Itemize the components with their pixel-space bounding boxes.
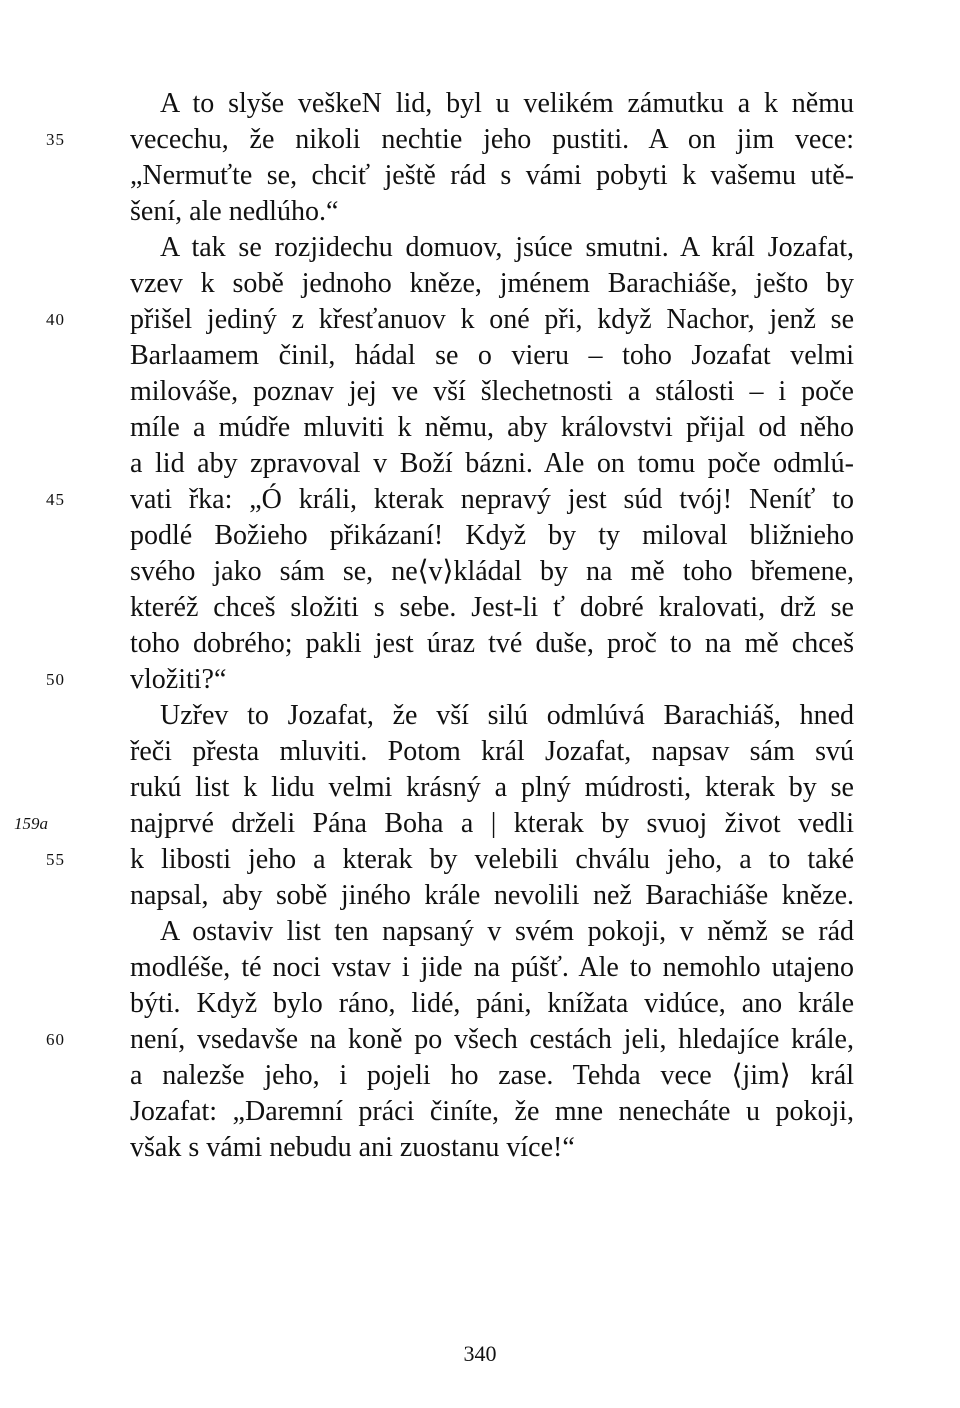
line-number: 45 (46, 490, 65, 509)
text-line: vzev k sobě jednoho kněze, jménem Barachiáše, ješto by (130, 268, 854, 299)
text-line: A tak se rozjidechu domuov, jsúce smutni. A král Jozafat, (160, 232, 854, 263)
line-number: 55 (46, 850, 65, 869)
text-line: podlé Božieho přikázaní! Když by ty miloval bližnieho (130, 520, 854, 551)
text-line: A to slyše veškeN lid, byl u velikém zámutku a k němu (160, 88, 854, 119)
line-number: 35 (46, 130, 65, 149)
text-line: Jozafat: „Daremní práci činíte, že mne nenecháte u pokoji, (130, 1096, 854, 1127)
text-line: míle a múdře mluviti k němu, aby královstvi přijal od něho (130, 412, 854, 443)
text-line: A ostaviv list ten napsaný v svém pokoji, v němž se rád (160, 916, 854, 947)
text-line: rukú list k lidu velmi krásný a plný múdrosti, kterak by se (130, 772, 854, 803)
text-line: a lid aby zpravoval v Boží bázni. Ale on tomu poče odmlú- (130, 448, 854, 479)
text-line: toho dobrého; pakli jest úraz tvé duše, proč to na mě chceš (130, 628, 854, 659)
text-line: býti. Když bylo ráno, lidé, páni, knížata vidúce, ano krále (130, 988, 854, 1019)
text-line: přišel jediný z křesťanuov k oné při, když Nachor, jenž se (130, 304, 854, 335)
text-line: kteréž chceš složiti s sebe. Jest-li ť dobré kralovati, drž se (130, 592, 854, 623)
line-number: 50 (46, 670, 65, 689)
line-number: 60 (46, 1030, 65, 1049)
text-line: a nalezše jeho, i pojeli ho zase. Tehda vece ⟨jim⟩ král (130, 1060, 854, 1091)
text-line: milováše, poznav jej ve vší šlechetnosti a stálosti – i poče (130, 376, 854, 407)
text-line: vložiti?“ (130, 664, 227, 695)
text-line: najprvé drželi Pána Boha a | kterak by svuoj život vedli (130, 808, 854, 839)
text-line: modléše, té noci vstav i jide na púšť. Ale to nemohlo utajeno (130, 952, 854, 983)
page-number: 340 (463, 1341, 497, 1366)
folio-marker: 159a (14, 814, 48, 833)
text-line: „Nermuťte se, chciť ještě rád s vámi pobyti k vašemu utě- (130, 160, 854, 191)
text-line: Barlaamem činil, hádal se o vieru – toho Jozafat velmi (130, 340, 854, 371)
text-line: šení, ale nedlúho.“ (130, 196, 339, 227)
text-line: Uzřev to Jozafat, že vší silú odmlúvá Barachiáš, hned (160, 700, 854, 731)
text-line: není, vsedavše na koně po všech cestách jeli, hledajíce krále, (130, 1024, 854, 1055)
line-number: 40 (46, 310, 65, 329)
text-line: vati řka: „Ó králi, kterak nepravý jest súd tvój! Neníť to (130, 484, 854, 515)
text-line: řeči přesta mluviti. Potom král Jozafat, napsav sám svú (130, 736, 854, 767)
text-line: k libosti jeho a kterak by velebili chválu jeho, a to také (130, 844, 854, 875)
text-line: vecechu, že nikoli nechtie jeho pustiti. A on jim vece: (130, 124, 854, 155)
text-line: však s vámi nebudu ani zuostanu více!“ (130, 1132, 575, 1163)
text-line: napsal, aby sobě jiného krále nevolili než Barachiáše kněze. (130, 880, 854, 911)
text-line: svého jako sám se, ne⟨v⟩kládal by na mě toho břemene, (130, 556, 854, 587)
